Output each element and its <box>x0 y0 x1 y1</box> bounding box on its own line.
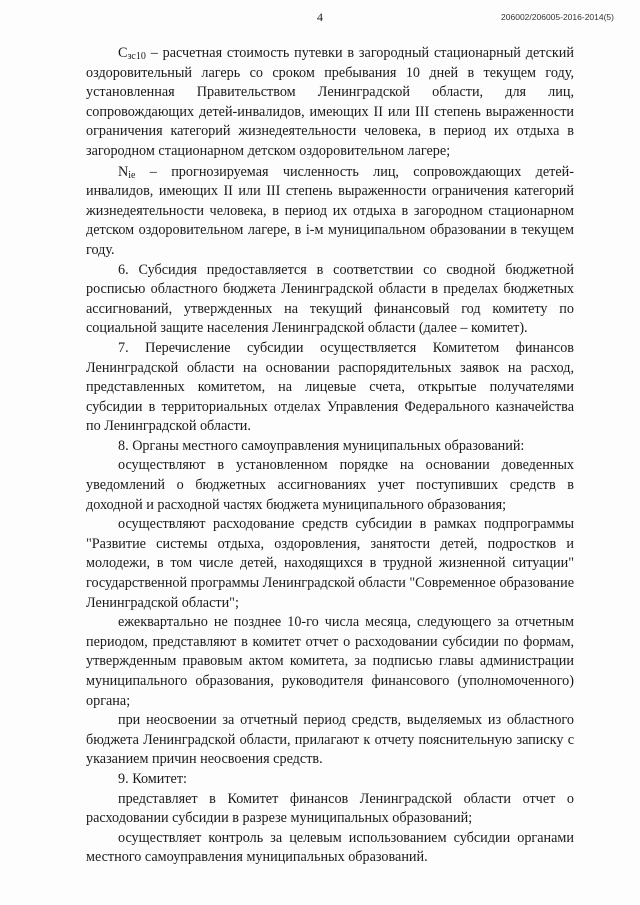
paragraph-item-8-c: ежеквартально не позднее 10-го числа месяца, следующего за отчетным периодом, представляют в комитет отчет о расходовании субсидии по формам, утвержденным правовым актом комитета, за подписью главы администрации муниципального образования, руководителя финансового (уполномоченного) органа; <box>86 614 574 709</box>
document-body <box>86 44 574 868</box>
paragraph-c-definition <box>86 44 574 162</box>
definition-text-n: – прогнозируемая численность лиц, сопровождающих детей-инвалидов, имеющих II или III степень выраженности ограничения категорий жизнедеятельности человека, в период их отдыха в загородном стационарном детском оздоровительном лагере, в i-м муниципальном образовании в текущем году. <box>86 163 574 258</box>
paragraph-item-9-b: осуществляет контроль за целевым использованием субсидии органами местного самоуправления муниципальных образований. <box>86 829 574 866</box>
paragraph-item-9: 9. Комитет: <box>118 770 187 787</box>
paragraph-item-7: 7. Перечисление субсидии осуществляется Комитетом финансов Ленинградской области на основании распорядительных заявок на расход, представленных комитетом, на лицевые счета, открытые получателями субсидии в территориальных отделах Управления Федерального казначейства по Ленинградской области. <box>86 339 574 435</box>
formula-symbol-n: N <box>118 163 129 180</box>
formula-subscript-n: ie <box>128 169 136 181</box>
paragraph-item-6: 6. Субсидия предоставляется в соответствии со сводной бюджетной росписью областного бюджета Ленинградской области в пределах бюджетных ассигнований, утвержденных на текущий финансовый год комитету по социальной защите населения Ленинградской области (далее – комитет). <box>86 261 574 337</box>
formula-symbol-c: С <box>118 45 128 61</box>
document-code: 206002/206005-2016-2014(5) <box>501 12 614 22</box>
paragraph-item-8-a: осуществляют в установленном порядке на основании доведенных уведомлений о бюджетных ассигнованиях учет поступивших средств в доходной и расходной частях бюджета муниципального образования; <box>86 457 574 513</box>
paragraph-item-8: 8. Органы местного самоуправления муниципальных образований: <box>118 437 525 454</box>
page-number: 4 <box>317 10 323 24</box>
paragraph-item-8-b: осуществляют расходование средств субсидии в рамках подпрограммы "Развитие системы отдыха, оздоровления, занятости детей, подростков и молодежи, в том числе детей, находящихся в трудной жизненной ситуации" государственной программы Ленинградской области "Современное образование Ленинградской области"; <box>86 516 575 611</box>
paragraph-n-definition <box>86 163 574 261</box>
formula-subscript-c: зс10 <box>127 51 146 62</box>
definition-text-c: – расчетная стоимость путевки в загородный стационарный детский оздоровительный лагерь со сроком пребывания 10 дней в текущем году, установленная Правительством Ленинградской области, для лиц, сопровождающих детей-инвалидов, имеющих II или III степень выраженности ограничения категорий жизнедеятельности человека, в период их отдыха в загородном стационарном детском оздоровительном лагере; <box>86 45 574 159</box>
paragraph-item-9-a: представляет в Комитет финансов Ленинградской области отчет о расходовании субсидии в разрезе муниципальных образований; <box>86 790 574 827</box>
paragraph-item-8-d: при неосвоении за отчетный период средств, выделяемых из областного бюджета Ленинградской области, прилагают к отчету пояснительную записку с указанием причин неосвоения средств. <box>86 712 574 768</box>
